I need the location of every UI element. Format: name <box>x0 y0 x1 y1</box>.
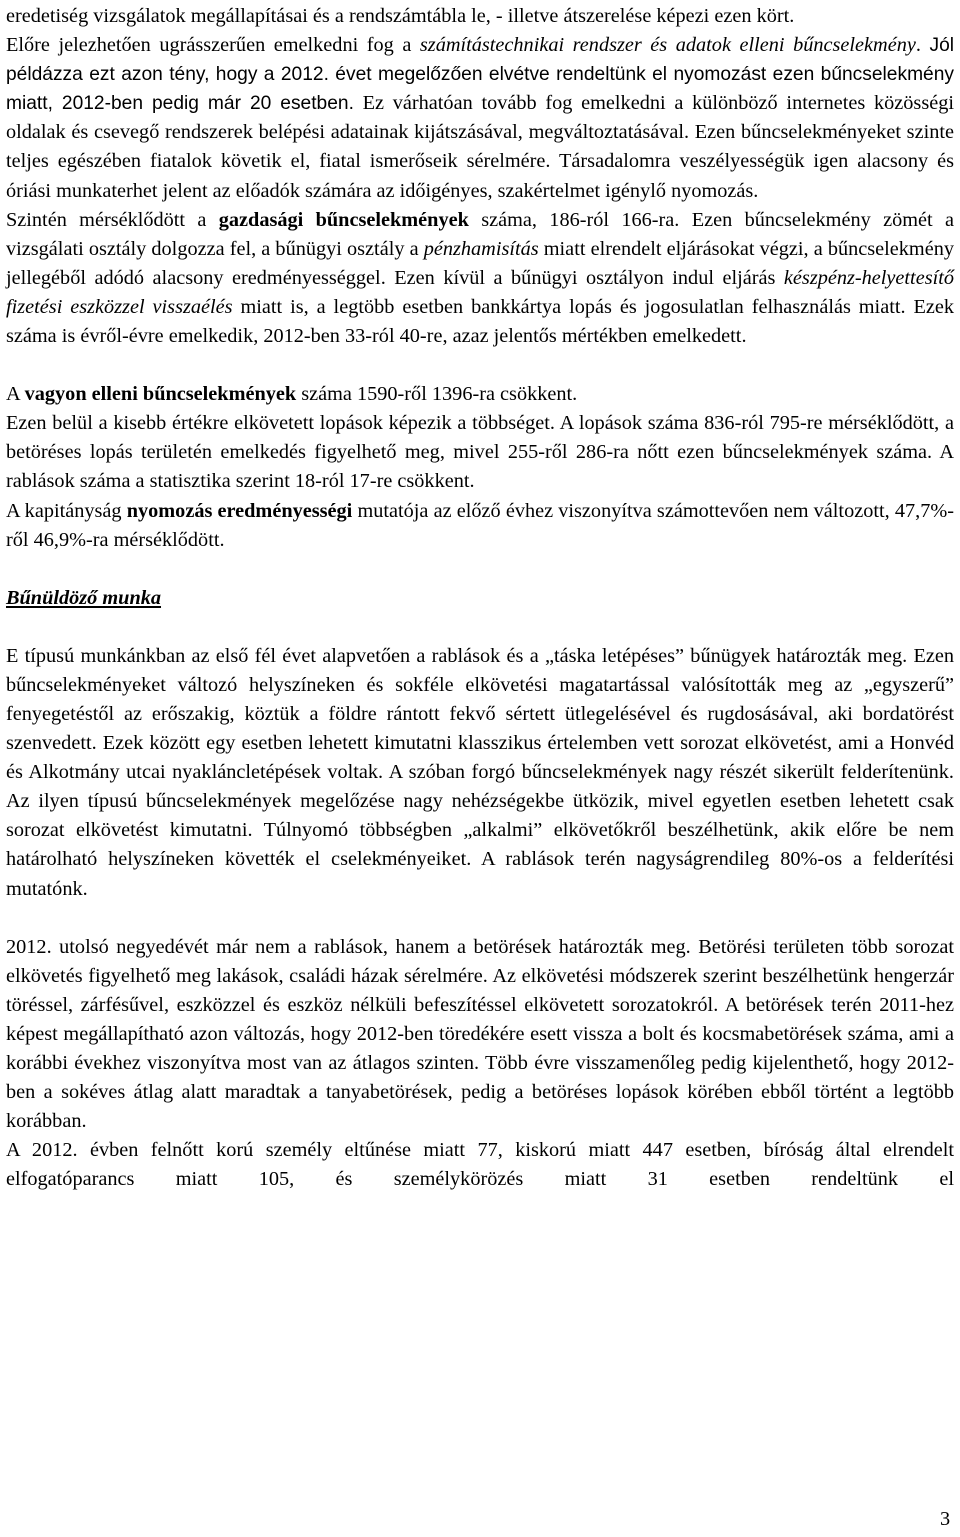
spacer <box>6 613 954 642</box>
text-run: A 2012. évben felnőtt korú személy eltűnése miatt 77, kiskorú miatt 447 esetben, bíróság által elrendelt elfogatóparancs miatt 105, és személykörözés miatt 31 esetben rendeltünk el <box>6 1139 954 1191</box>
text-run: készpénz-helyettesítő fizetési eszközzel visszaélés <box>6 266 954 318</box>
text-run: Társadalomra veszélyességük igen alacsony és óriási munkaterhet jelent az előadók számára az időigényes, szakértelmet igénylő nyomozás. <box>6 150 954 202</box>
text-run: Jól példázza ezt azon tény, hogy a 2012. évet megelőzően elvétve rendeltünk el nyomozást ezen bűncselekmény miatt, 2012-ben pedig már 20 esetben. <box>6 35 954 115</box>
text-run: 2012. utolsó negyedévét már nem a rablások, hanem a betörések határozták meg. Betörési területen több sorozat elkövetés figyelhető meg lakások, családi házak sérelmére. Az elkövetési módszerek szerint beszélhetünk hengerzár töréssel, zárfésűvel, eszközzel és eszköz nélküli befeszítéssel elkövetett sorozatokról. A betörések terén 2011-hez képest megállapítható azon változás, hogy 2012-ben töredékére esett vissza a bolt és kocsmabetörések száma, ami a korábbi évekhez viszonyítva most van az átlagos szinten. Több évre visszamenőleg pedig kijelenthető, hogy 2012-ben a sokéves átlag alatt maradtak a tanyabetörések, pedig a betöréses lopások körében ebből történt a legtöbb korábban. <box>6 935 954 1133</box>
text-run: eredetiség vizsgálatok megállapításai és a rendszámtábla le, - illetve átszerelése képezi ezen kört. <box>6 5 795 27</box>
spacer <box>6 555 954 584</box>
paragraph-9 <box>6 1136 954 1194</box>
paragraph-4 <box>6 380 954 409</box>
paragraph-8 <box>6 933 954 1137</box>
page-number: 3 <box>940 1508 951 1530</box>
text-run: miatt is, a legtöbb esetben bankkártya lopás és jogosulatlan felhasználás miatt. Ezek száma is évről-évre emelkedik, 2012-ben 33-ról 40-re, azaz jelentős mértékben emelkedett. <box>6 295 954 348</box>
text-run: . <box>915 34 930 57</box>
text-run: Szintén mérséklődött a <box>6 208 219 231</box>
text-run: számítástechnikai rendszer és adatok elleni bűncselekmény <box>419 34 916 57</box>
paragraph-6 <box>6 497 954 555</box>
paragraph-5 <box>6 409 954 496</box>
section-heading: Bűnüldöző munka <box>6 586 162 609</box>
text-run: pénzhamisítás <box>423 237 539 260</box>
text-run: A kapitányság <box>6 499 127 522</box>
spacer <box>6 351 954 380</box>
text-run: Előre jelezhetően ugrásszerűen emelkedni fog a <box>6 34 420 57</box>
paragraph-3 <box>6 206 954 351</box>
text-run: A <box>6 383 25 406</box>
text-run: Ezen belül a kisebb értékre elkövetett lopások képezik a többséget. A lopások száma 836-ról 795-re mérséklődött, a betöréses lopás területén emelkedés figyelhető meg, mivel 255-ről 286-ra nőtt ezen bűncselekmények száma. A rablások száma a statisztika szerint 18-ról 17-re csökkent. <box>6 412 954 493</box>
text-run: nyomozás eredményességi <box>126 499 353 522</box>
text-run: száma, 186-ról 166-ra. Ezen bűncselekmény zömét a vizsgálati osztály dolgozza fel, a bűnügyi osztály a <box>6 208 954 260</box>
text-run: Ez várhatóan tovább fog emelkedni a különböző internetes közösségi oldalak és csevegő rendszerek belépési adatainak kijátszásával, megváltoztatásával. Ezen bűncselekményeket szinte teljes egészében fiatalok követik el, fiatal ismerőseik sérelmére. <box>6 92 954 173</box>
text-run: E típusú munkánkban az első fél évet alapvetően a rablások és a „táska letépéses” bűnügyek határozták meg. Ezen bűncselekményeket változó helyszíneken és sokféle elkövetési magatartással valósították meg az „egyszerű” fenyegetéstől az erőszakig, köztük a földre rántott fekvő sértett ütlegelésével és rugdosásával, aki bordatörést szenvedett. Ezek között egy esetben lehetett kimutatni klasszikus értelemben vett sorozat elkövetést, ami a Honvéd és Alkotmány utcai nyakláncletépések voltak. A szóban forgó bűncselekmények nagy részét sikerült felderítenünk. Az ilyen típusú bűncselekmények megelőzése nagy nehézségekbe ütközik, mivel egyetlen esetben lehetett csak sorozat elkövetést kimutatni. Túlnyomó többségben „alkalmi” elkövetőkről beszélhetünk, akik előre be nem határolható helyszíneken követték el cselekményeiket. A rablások terén nagyságrendileg 80%-os a felderítési mutatónk. <box>6 644 954 900</box>
text-run: gazdasági bűncselekmények <box>218 208 469 231</box>
document-page <box>6 2 954 1194</box>
paragraph-7 <box>6 642 954 904</box>
text-run: száma 1590-ről 1396-ra csökkent. <box>296 383 578 406</box>
text-run: miatt elrendelt eljárásokat végzi, a bűncselekmény jellegéből adódó alacsony eredményességgel. Ezen kívül a bűnügyi osztályon indul eljárás <box>6 237 954 289</box>
spacer <box>6 904 954 933</box>
text-run: vagyon elleni bűncselekmények <box>24 383 297 406</box>
text-run: mutatója az előző évhez viszonyítva számottevően nem változott, 47,7%-ről 46,9%-ra mérséklődött. <box>6 499 954 551</box>
paragraph-1 <box>6 2 954 31</box>
paragraph-2 <box>6 31 954 206</box>
